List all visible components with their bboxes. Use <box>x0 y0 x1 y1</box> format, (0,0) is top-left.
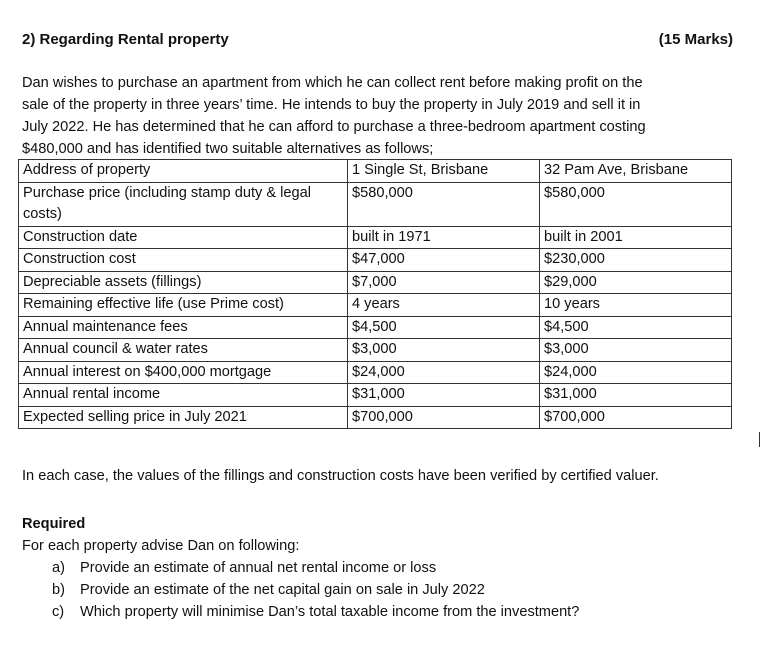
property-2-value: $580,000 <box>540 182 732 226</box>
list-marker: b) <box>52 582 65 598</box>
intro-line: sale of the property in three years’ time. He intends to buy the property in July 2019 and sell it in <box>22 97 641 113</box>
property-2-value: 32 Pam Ave, Brisbane <box>540 160 732 183</box>
intro-line: Dan wishes to purchase an apartment from which he can collect rent before making profit on the <box>22 75 643 91</box>
table-row <box>19 249 732 272</box>
valuation-note: In each case, the values of the fillings and construction costs have been verified by certified valuer. <box>22 468 659 484</box>
property-comparison-table <box>18 159 732 429</box>
row-label: Annual rental income <box>19 384 348 407</box>
row-label: Annual maintenance fees <box>19 316 348 339</box>
intro-line: July 2022. He has determined that he can afford to purchase a three-bedroom apartment costing <box>22 119 646 135</box>
table-row <box>19 361 732 384</box>
table-row <box>19 406 732 429</box>
row-label <box>19 182 348 226</box>
list-text: Provide an estimate of the net capital gain on sale in July 2022 <box>80 582 485 598</box>
property-2-value: $700,000 <box>540 406 732 429</box>
text-cursor <box>759 432 760 447</box>
table-row <box>19 226 732 249</box>
list-item <box>22 601 579 623</box>
intro-paragraph <box>22 72 742 160</box>
table-row <box>19 384 732 407</box>
table-row <box>19 271 732 294</box>
row-label: Annual interest on $400,000 mortgage <box>19 361 348 384</box>
table-row <box>19 160 732 183</box>
row-label: Construction date <box>19 226 348 249</box>
property-1-value: $3,000 <box>348 339 540 362</box>
table-row <box>19 316 732 339</box>
property-1-value: $47,000 <box>348 249 540 272</box>
list-marker: c) <box>52 604 65 620</box>
question-header <box>22 31 733 48</box>
property-1-value: $4,500 <box>348 316 540 339</box>
property-1-value: $700,000 <box>348 406 540 429</box>
table-row <box>19 182 732 226</box>
intro-line: $480,000 and has identified two suitable alternatives as follows; <box>22 141 434 157</box>
property-1-value: built in 1971 <box>348 226 540 249</box>
property-2-value: $4,500 <box>540 316 732 339</box>
property-2-value: $24,000 <box>540 361 732 384</box>
property-2-value: $29,000 <box>540 271 732 294</box>
list-text: Which property will minimise Dan’s total taxable income from the investment? <box>80 604 580 620</box>
list-text: Provide an estimate of annual net rental income or loss <box>80 560 437 576</box>
required-title: Required <box>22 516 86 532</box>
row-label-text: Purchase price (including stamp duty & legal costs) <box>23 184 311 222</box>
property-1-value: $580,000 <box>348 182 540 226</box>
property-2-value: $230,000 <box>540 249 732 272</box>
row-label: Address of property <box>19 160 348 183</box>
property-2-value: $3,000 <box>540 339 732 362</box>
required-lead: For each property advise Dan on following: <box>22 538 300 554</box>
property-1-value: 4 years <box>348 294 540 317</box>
question-title: 2) Regarding Rental property <box>22 31 229 48</box>
property-1-value: $7,000 <box>348 271 540 294</box>
property-2-value: built in 2001 <box>540 226 732 249</box>
list-item <box>22 579 579 601</box>
property-1-value: 1 Single St, Brisbane <box>348 160 540 183</box>
list-marker: a) <box>52 560 65 576</box>
required-section <box>22 513 579 623</box>
row-label: Remaining effective life (use Prime cost) <box>19 294 348 317</box>
required-list <box>22 557 579 623</box>
property-1-value: $31,000 <box>348 384 540 407</box>
property-2-value: $31,000 <box>540 384 732 407</box>
row-label: Depreciable assets (fillings) <box>19 271 348 294</box>
table-row <box>19 294 732 317</box>
row-label: Annual council & water rates <box>19 339 348 362</box>
property-1-value: $24,000 <box>348 361 540 384</box>
table-row <box>19 339 732 362</box>
row-label: Construction cost <box>19 249 348 272</box>
list-item <box>22 557 579 579</box>
row-label: Expected selling price in July 2021 <box>19 406 348 429</box>
question-marks: (15 Marks) <box>658 31 733 48</box>
property-2-value: 10 years <box>540 294 732 317</box>
